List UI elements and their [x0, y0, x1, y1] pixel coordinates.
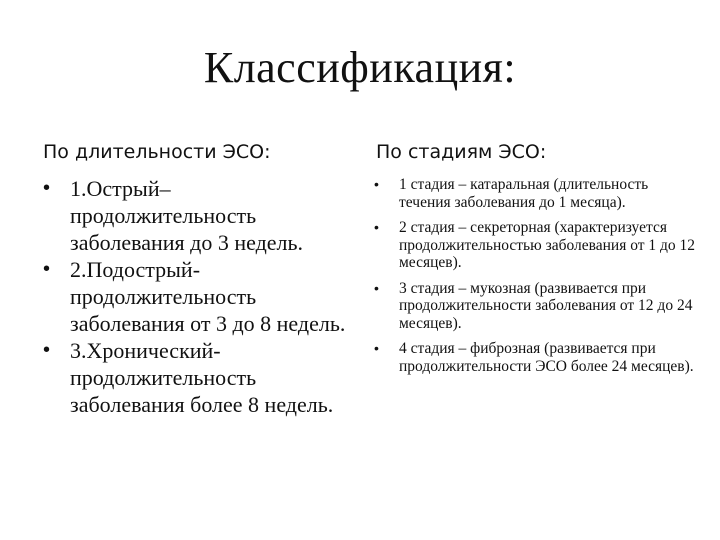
- list-item-text: 2.Подострый-продолжительность заболевания от 3 до 8 недель.: [70, 257, 346, 336]
- stages-heading: По стадиям ЭСО:: [376, 141, 547, 163]
- bullet-icon: •: [374, 176, 379, 192]
- list-item-text: 3.Хронический-продолжительность заболевания более 8 недель.: [70, 338, 334, 417]
- list-item: [374, 219, 699, 272]
- list-item: [43, 256, 350, 337]
- bullet-icon: •: [374, 219, 379, 235]
- bullet-icon: •: [43, 177, 51, 199]
- bullet-icon: •: [43, 258, 51, 280]
- list-item-text: 2 стадия – секреторная (характеризуется продолжительностью заболевания от 1 до 12 месяцев).: [399, 219, 696, 271]
- list-item-text: 1 стадия – катаральная (длительность течения заболевания до 1 месяца).: [399, 176, 649, 211]
- list-item-text: 1.Острый–продолжительность заболевания до 3 недель.: [70, 176, 304, 255]
- duration-list: [43, 175, 350, 418]
- list-item-text: 4 стадия – фиброзная (развивается при продолжительности ЭСО более 24 месяцев).: [399, 340, 694, 375]
- list-item-text: 3 стадия – мукозная (развивается при продолжительности заболевания от 12 до 24 месяцев).: [399, 279, 693, 332]
- list-item: [43, 175, 350, 256]
- list-item: [374, 340, 699, 375]
- list-item: [43, 337, 350, 418]
- bullet-icon: •: [374, 279, 379, 296]
- list-item: [374, 279, 699, 333]
- bullet-icon: •: [43, 339, 51, 361]
- slide-title: Классификация:: [203, 43, 517, 92]
- stages-list: [374, 176, 699, 383]
- duration-heading: По длительности ЭСО:: [43, 141, 271, 163]
- list-item: [374, 176, 699, 211]
- bullet-icon: •: [374, 340, 379, 356]
